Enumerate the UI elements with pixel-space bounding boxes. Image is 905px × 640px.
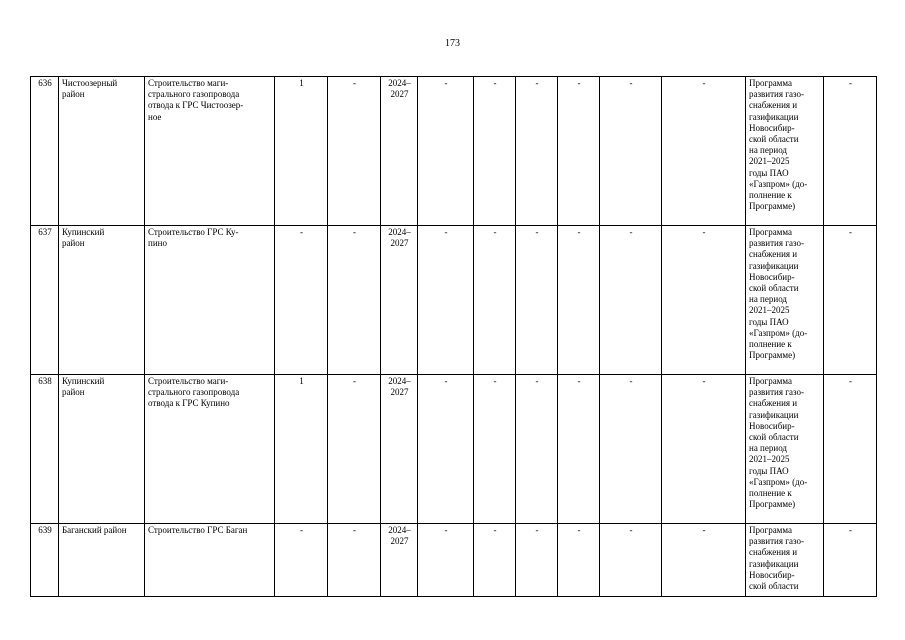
cell-district: Купинский район [59, 226, 145, 375]
cell-value: - [275, 226, 328, 375]
cell-period: 2024– 2027 [381, 226, 418, 375]
cell-number: 638 [31, 375, 59, 524]
cell-value: - [474, 375, 516, 524]
cell-value: - [474, 77, 516, 226]
table-row [31, 77, 877, 226]
cell-district: Чистоозерный район [59, 77, 145, 226]
cell-value: - [662, 226, 746, 375]
cell-value: - [328, 226, 381, 375]
cell-value: - [328, 77, 381, 226]
cell-source: Программа развития газо- снабжения и газификации Новосибир- ской области на период 2021–2025 годы ПАО «Газпром» (до- полнение к Программе) [746, 77, 824, 226]
cell-description: Строительство маги- стрального газопровода отвода к ГРС Чистоозер- ное [145, 77, 275, 226]
table-row [31, 375, 877, 524]
cell-number: 637 [31, 226, 59, 375]
cell-value: - [328, 524, 381, 597]
cell-value: - [600, 375, 662, 524]
cell-value: - [328, 375, 381, 524]
cell-value: - [418, 226, 474, 375]
cell-district: Купинский район [59, 375, 145, 524]
cell-value: - [824, 77, 877, 226]
page-number: 173 [445, 38, 460, 49]
cell-source: Программа развития газо- снабжения и газификации Новосибир- ской области [746, 524, 824, 597]
cell-value: - [418, 524, 474, 597]
cell-period: 2024– 2027 [381, 524, 418, 597]
cell-value: - [600, 524, 662, 597]
cell-number: 639 [31, 524, 59, 597]
cell-value: 1 [275, 375, 328, 524]
cell-value: - [516, 77, 558, 226]
cell-source: Программа развития газо- снабжения и газификации Новосибир- ской области на период 2021–2025 годы ПАО «Газпром» (до- полнение к Программе) [746, 375, 824, 524]
cell-description: Строительство ГРС Баган [145, 524, 275, 597]
cell-value: - [516, 226, 558, 375]
cell-value: - [516, 524, 558, 597]
cell-value: - [516, 375, 558, 524]
cell-period: 2024– 2027 [381, 77, 418, 226]
cell-value: - [662, 524, 746, 597]
cell-number: 636 [31, 77, 59, 226]
cell-value: - [600, 77, 662, 226]
cell-value: - [558, 77, 600, 226]
cell-value: - [558, 226, 600, 375]
cell-value: - [558, 375, 600, 524]
cell-value: - [275, 524, 328, 597]
cell-value: - [662, 77, 746, 226]
cell-description: Строительство маги- стрального газопровода отвода к ГРС Купино [145, 375, 275, 524]
cell-period: 2024– 2027 [381, 375, 418, 524]
document-table [30, 76, 877, 597]
cell-value: 1 [275, 77, 328, 226]
cell-value: - [662, 375, 746, 524]
cell-value: - [474, 226, 516, 375]
table-row [31, 524, 877, 597]
cell-value: - [418, 375, 474, 524]
cell-value: - [824, 226, 877, 375]
cell-value: - [418, 77, 474, 226]
cell-district: Баганский район [59, 524, 145, 597]
cell-description: Строительство ГРС Ку- пино [145, 226, 275, 375]
cell-value: - [824, 524, 877, 597]
cell-source: Программа развития газо- снабжения и газификации Новосибир- ской области на период 2021–2025 годы ПАО «Газпром» (до- полнение к Программе) [746, 226, 824, 375]
cell-value: - [558, 524, 600, 597]
cell-value: - [600, 226, 662, 375]
cell-value: - [474, 524, 516, 597]
cell-value: - [824, 375, 877, 524]
table-row [31, 226, 877, 375]
